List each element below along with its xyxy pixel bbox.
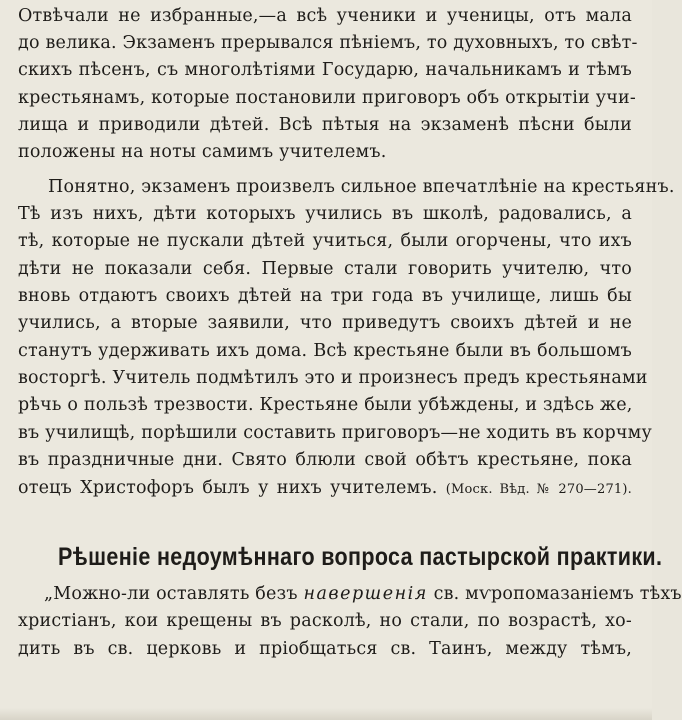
text-line-with-source <box>18 476 632 502</box>
section-heading: Рѣшеніе недоумѣннаго вопроса пастырской практики. <box>58 543 663 571</box>
text-line: станутъ удерживать ихъ дома. Всѣ крестьяне были въ большомъ <box>18 341 632 361</box>
text-line: рѣчь о пользѣ трезвости. Крестьяне были убѣждены, и здѣсь же, <box>18 395 633 415</box>
source-citation: (Моск. Вѣд. № 270—271). <box>445 482 633 497</box>
text-line: вновь отдаютъ своихъ дѣтей на три года въ училище, лишь бы <box>18 286 632 306</box>
text-line: дить въ св. церковь и пріобщаться св. Таинъ, между тѣмъ, <box>18 639 632 659</box>
text-line: крестьянамъ, которые постановили приговоръ объ открытіи учи- <box>18 88 636 108</box>
text-line: до велика. Экзаменъ прерывался пѣніемъ, то духовныхъ, то свѣт- <box>18 33 638 53</box>
text-line: учились, а вторые заявили, что приведутъ своихъ дѣтей и не <box>18 313 632 333</box>
text-line: христіанъ, кои крещены въ расколѣ, но стали, по возрастѣ, хо- <box>18 611 632 631</box>
emphasized-word: навершенія <box>303 584 428 604</box>
text-line: въ праздничные дни. Свято блюли свой обѣтъ крестьяне, пока <box>18 450 632 470</box>
text-line: Отвѣчали не избранные,—а всѣ ученики и ученицы, отъ мала <box>18 6 632 26</box>
text-line <box>44 582 682 606</box>
text-line: тѣ, которые не пускали дѣтей учиться, были огорчены, что ихъ <box>18 231 632 251</box>
text-line: лища и приводили дѣтей. Всѣ пѣтыя на экзаменѣ пѣсни были <box>18 115 632 135</box>
text-segment: „Можно-ли оставлять безъ <box>44 584 304 604</box>
text-segment: св. мѵропомазаніемъ тѣхъ <box>427 584 682 604</box>
text-line: дѣти не показали себя. Первые стали говорить учителю, что <box>18 259 632 279</box>
text-line: въ училищѣ, порѣшили составить приговоръ—не ходить въ корчму <box>18 423 652 443</box>
page-edge <box>0 708 652 720</box>
text-line-content: отецъ Христофоръ былъ у нихъ учителемъ. <box>18 478 438 498</box>
text-line: скихъ пѣсенъ, съ многолѣтіями Государю, начальникамъ и тѣмъ <box>18 60 632 80</box>
text-line: Тѣ изъ нихъ, дѣти которыхъ учились въ школѣ, радовались, а <box>18 204 632 224</box>
text-line: положены на ноты самимъ учителемъ. <box>18 142 387 162</box>
text-line: восторгѣ. Учитель подмѣтилъ это и произнесъ предъ крестьянами <box>18 368 648 388</box>
text-line: Понятно, экзаменъ произвелъ сильное впечатлѣніе на крестьянъ. <box>48 177 675 197</box>
